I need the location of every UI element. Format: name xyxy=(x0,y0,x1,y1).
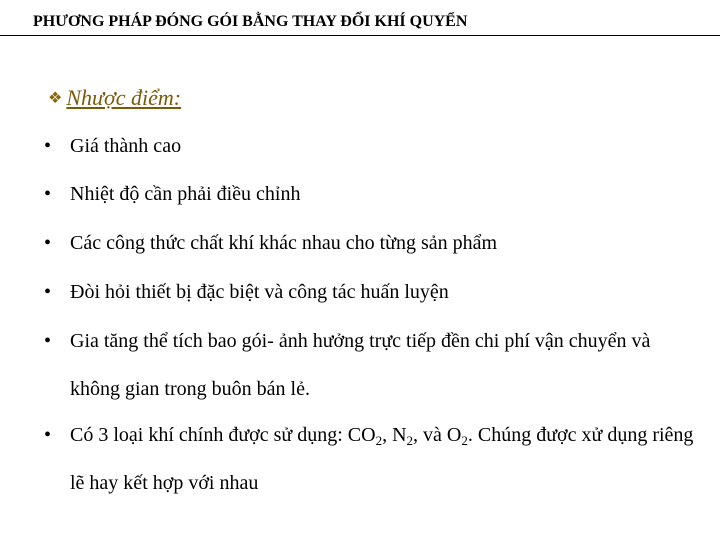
n2-subscript: 2 xyxy=(406,433,414,448)
bullet-item-gas-formulas xyxy=(44,219,704,267)
gases-text-part4: . Chúng được xử dụng riêng lẽ hay kết hợp với nhau xyxy=(70,424,694,494)
bullet-text: Nhiệt độ cần phải điều chỉnh xyxy=(70,183,301,205)
bullet-icon: • xyxy=(44,330,52,352)
gases-text-part2: , N xyxy=(382,424,407,446)
bullet-icon: • xyxy=(44,135,52,157)
diamond-bullet-icon: ❖ xyxy=(48,90,63,107)
section-heading xyxy=(48,85,181,111)
bullet-item-cost xyxy=(44,122,704,170)
gases-text-part1: Có 3 loại khí chính được sử dụng: CO xyxy=(70,424,376,446)
bullet-item-temperature xyxy=(44,170,704,218)
bullet-text: Các công thức chất khí khác nhau cho từng sản phẩm xyxy=(70,232,498,254)
o2-subscript: 2 xyxy=(461,433,468,448)
bullet-text xyxy=(70,411,704,507)
bullet-item-volume xyxy=(44,317,704,413)
bullet-icon: • xyxy=(44,281,52,303)
bullet-text: Giá thành cao xyxy=(70,135,182,157)
bullet-icon: • xyxy=(44,424,52,446)
bullet-icon: • xyxy=(44,183,52,205)
bullet-item-equipment xyxy=(44,268,704,316)
gases-text-part3: , và O xyxy=(413,424,462,446)
bullet-item-gases xyxy=(44,411,704,507)
co2-subscript: 2 xyxy=(375,433,383,448)
bullet-text: Gia tăng thể tích bao gói- ảnh hưởng trực tiếp đền chi phí vận chuyển và không gian trong buôn bán lẻ. xyxy=(70,330,651,400)
title-divider xyxy=(0,35,720,36)
bullet-icon: • xyxy=(44,232,52,254)
slide-title: PHƯƠNG PHÁP ĐÓNG GÓI BẰNG THAY ĐỔI KHÍ QUYỂN xyxy=(33,13,468,30)
section-heading-text: Nhược điểm: xyxy=(66,85,182,110)
bullet-text: Đòi hỏi thiết bị đặc biệt và công tác huấn luyện xyxy=(70,281,449,303)
